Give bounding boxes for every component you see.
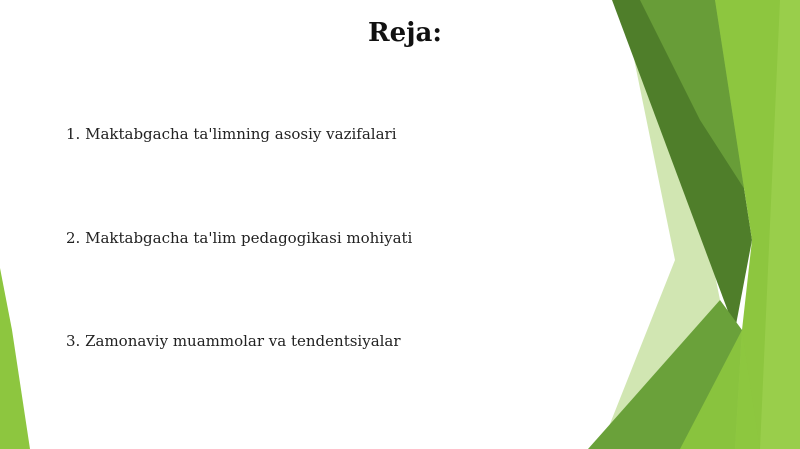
left-edge-facet [0, 268, 30, 449]
slide-title: Reja: [367, 18, 442, 48]
plan-item-2: 2. Maktabgacha ta'lim pedagogikasi mohiyati [66, 229, 413, 247]
plan-item-3: 3. Zamonaviy muammolar va tendentsiyalar [66, 332, 401, 350]
plan-item-1: 1. Maktabgacha ta'limning asosiy vazifalari [66, 125, 397, 143]
